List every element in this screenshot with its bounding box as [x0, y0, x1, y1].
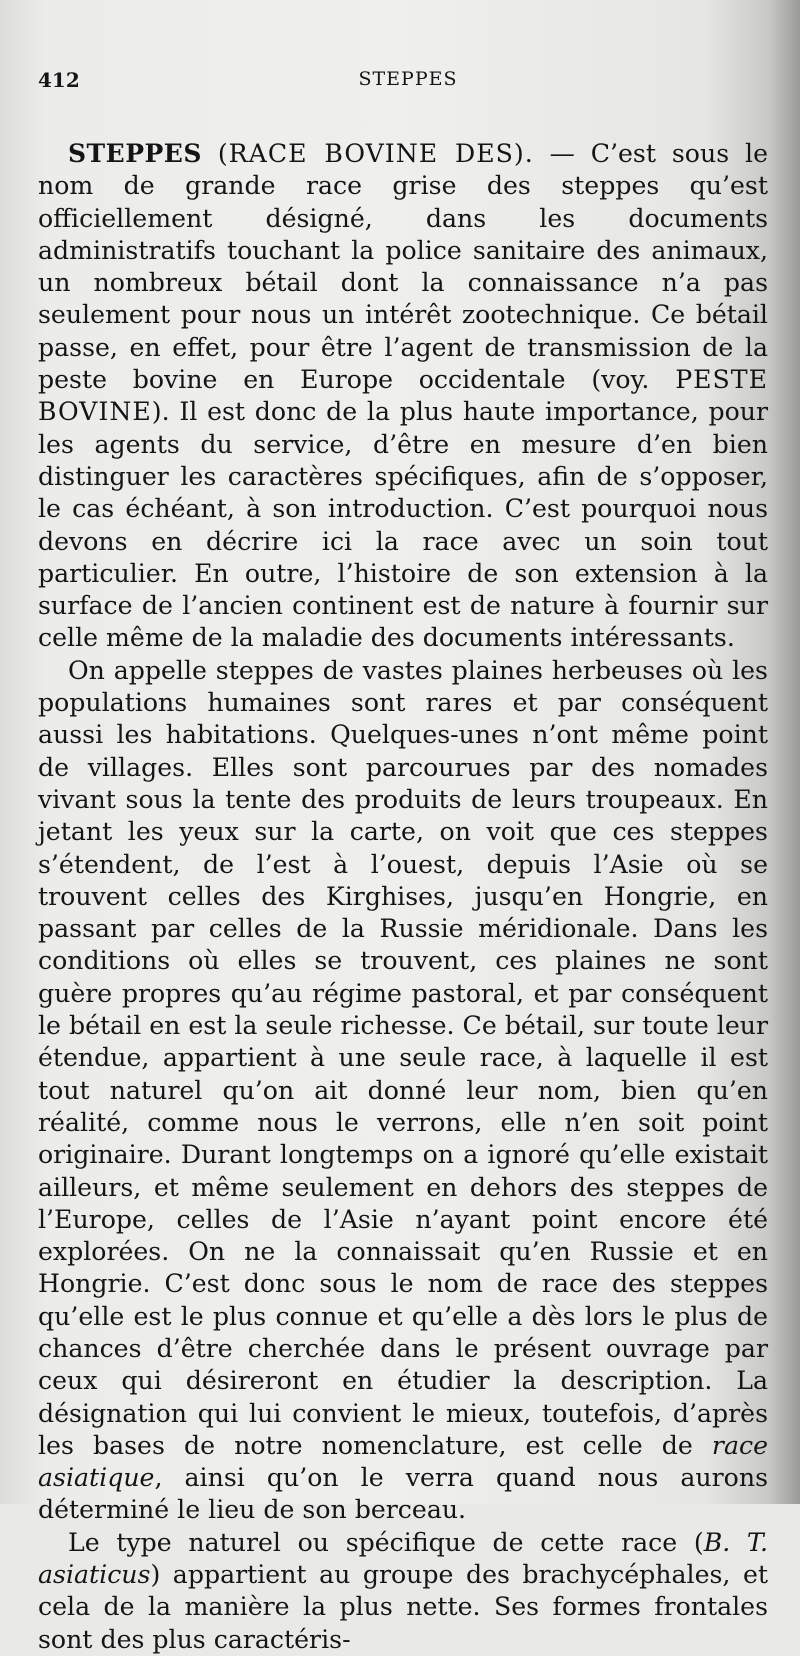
- cross-reference: PESTE BOVINE: [38, 365, 768, 427]
- paragraph-text: , ainsi qu’on le verra quand nous aurons déterminé le lieu de son berceau.: [38, 1463, 768, 1525]
- paragraph-text: ). Il est donc de la plus haute importance, pour les agents du service, d’être en mesure d’en bien distinguer les caractères spécifiques, afin de s’opposer, le cas échéant, à son introduction. C’est pourquoi nous devons en décrire ici la race avec un soin tout particulier. En outre, l’histoire de son extension à la surface de l’ancien continent est de nature à fournir sur celle même de la maladie des documents intéressants.: [38, 397, 768, 653]
- running-head: STEPPES: [358, 68, 458, 90]
- entry-headword-qualifier: (RACE BOVINE DES).: [217, 139, 534, 168]
- italic-term: B. T. asiaticus: [38, 1527, 769, 1590]
- entry-headword: STEPPES: [68, 139, 202, 168]
- paragraph-text: On appelle steppes de vastes plaines herbeuses où les populations humaines sont rares et par conséquent aussi les habitations. Quelques-unes n’ont même point de villages. Elles sont parcourues par des nomades vivant sous la tente des produits de leurs troupeaux. En jetant les yeux sur la carte, on voit que ces steppes s’étendent, de l’est à l’ouest, depuis l’Asie où se trouvent celles des Kirghises, jusqu’en Hongrie, en passant par celles de la Russie méridionale. Dans les conditions où elles se trouvent, ces plaines ne sont guère propres qu’au régime pastoral, et par conséquent le bétail en est la seule richesse. Ce bétail, sur toute leur étendue, appartient à une seule race, à laquelle il est tout naturel qu’on ait donné leur nom, bien qu’en réalité, comme nous le verrons, elle n’en soit point originaire. Durant longtemps on a ignoré qu’elle existait ailleurs, et même seulement en dehors des steppes de l’Europe, celles de l’Asie n’ayant point encore été explorées. On ne la connaissait qu’en Russie et en Hongrie. C’est donc sous le nom de race des steppes qu’elle est le plus connue et qu’elle a dès lors le plus de chances d’être cherchée dans le présent ouvrage par ceux qui désireront en étudier la description. La désignation qui lui convient le mieux, toutefois, d’après les bases de notre nomenclature, est celle de: [38, 655, 768, 1460]
- paragraph-entry-intro: [38, 138, 768, 655]
- paragraph-natural-type: [38, 1527, 768, 1656]
- page-header: [38, 68, 778, 98]
- paragraph-steppes-definition: [38, 655, 768, 1527]
- body-text: [38, 138, 768, 1656]
- paragraph-text: ) appartient au groupe des brachycéphales, et cela de la manière la plus nette. Ses formes frontales sont des plus caractéris-: [38, 1560, 768, 1654]
- page-number: 412: [38, 68, 80, 92]
- paragraph-text: — C’est sous le nom de grande race grise des steppes qu’est officiellement désigné, dans les documents administratifs touchant la police sanitaire des animaux, un nombreux bétail dont la connaissance n’a pas seulement pour nous un intérêt zootechnique. Ce bétail passe, en effet, pour être l’agent de transmission de la peste bovine en Europe occidentale (voy.: [38, 139, 768, 395]
- italic-term: race asiatique: [38, 1430, 768, 1493]
- paragraph-text: Le type naturel ou spécifique de cette race (: [68, 1527, 704, 1557]
